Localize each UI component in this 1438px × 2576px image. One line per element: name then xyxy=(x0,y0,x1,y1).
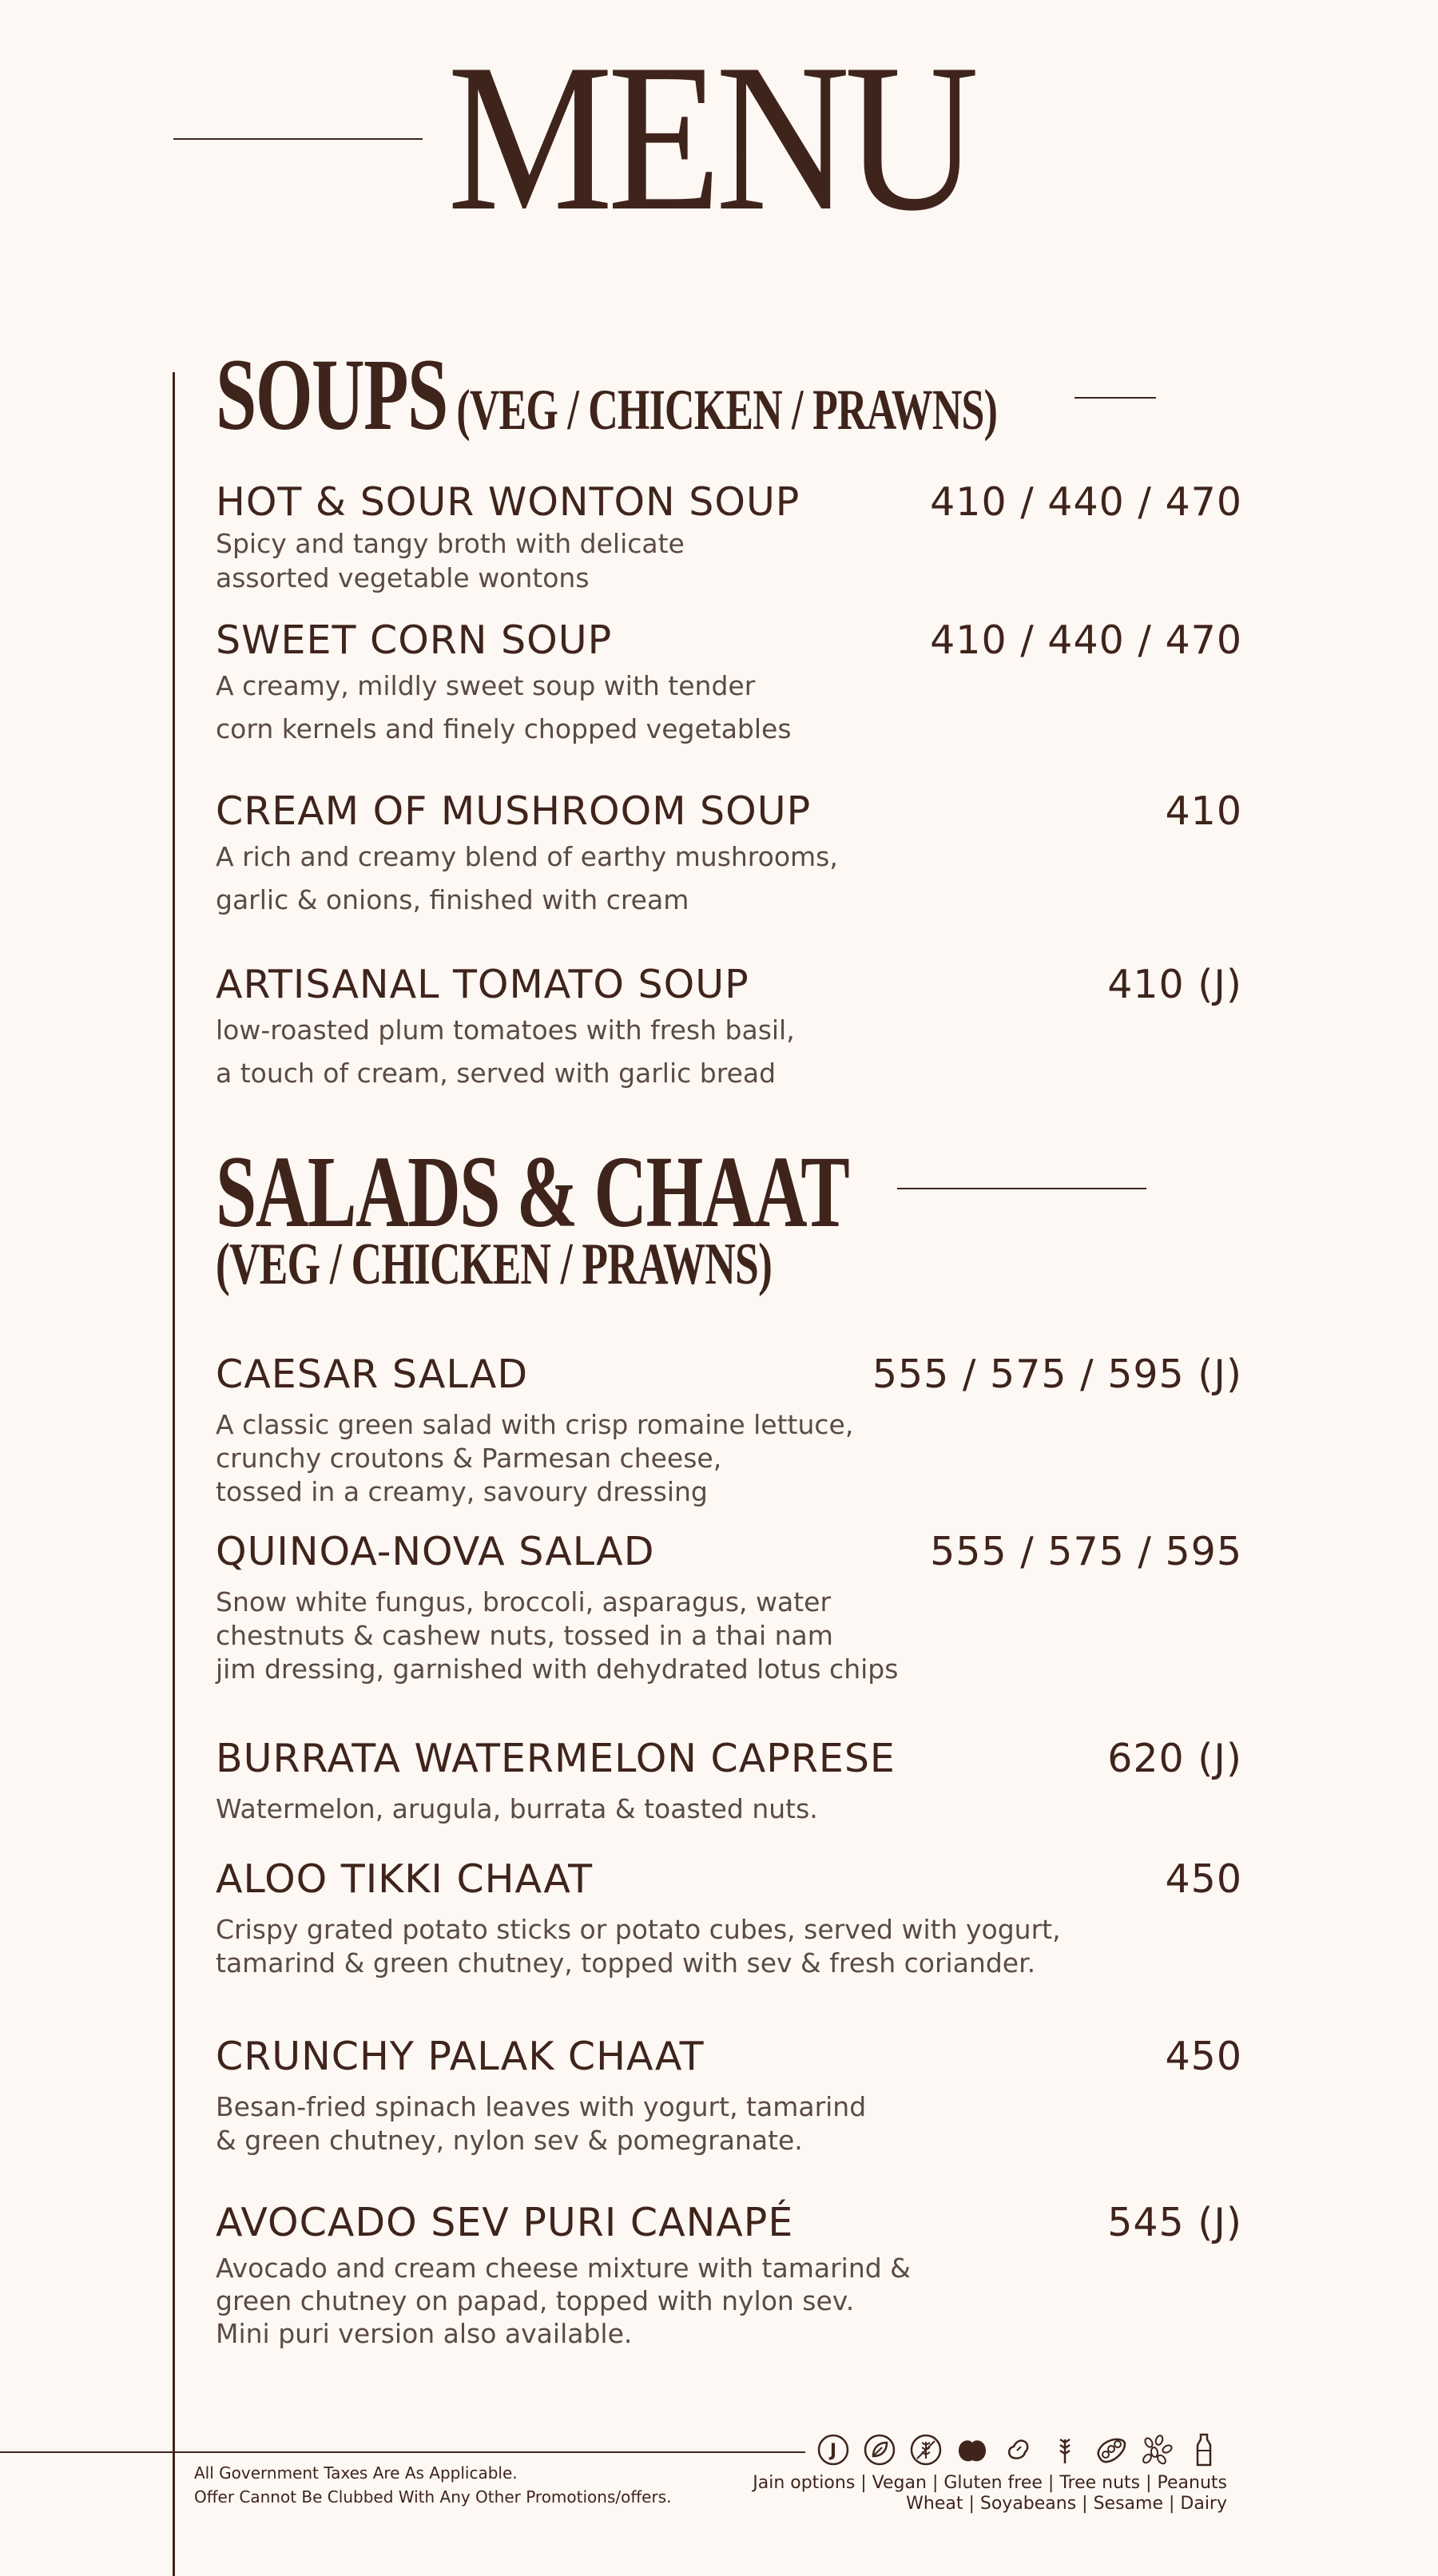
dairy-icon xyxy=(1186,2431,1222,2468)
item-price: 410 / 440 / 470 xyxy=(930,617,1242,663)
item-description: Watermelon, arugula, burrata & toasted nuts. xyxy=(216,1793,818,1824)
item-price: 410 (J) xyxy=(1107,962,1242,1007)
left-vertical-rule xyxy=(173,372,175,2576)
item-description: Spicy and tangy broth with delicate assorted vegetable wontons xyxy=(216,528,685,593)
item-price: 410 xyxy=(1165,788,1242,834)
salads-subtitle: (VEG / CHICKEN / PRAWNS) xyxy=(216,1232,773,1297)
soups-title: SOUPS xyxy=(216,338,447,451)
item-name: AVOCADO SEV PURI CANAPÉ xyxy=(216,2200,794,2245)
jain-icon xyxy=(815,2431,852,2468)
item-description: A classic green salad with crisp romaine lettuce, crunchy croutons & Parmesan cheese, tossed in a creamy, savoury dressing xyxy=(216,1409,854,1507)
wheat-icon xyxy=(1047,2431,1083,2468)
item-description: Snow white fungus, broccoli, asparagus, water chestnuts & cashew nuts, tossed in a thai nam jim dressing, garnished with dehydrated lotus chips xyxy=(216,1586,899,1685)
vegan-icon xyxy=(861,2431,898,2468)
item-price: 555 / 575 / 595 (J) xyxy=(872,1352,1242,1397)
item-name: ARTISANAL TOMATO SOUP xyxy=(216,962,749,1007)
allergen-legend-icons xyxy=(815,2431,1222,2468)
item-price: 555 / 575 / 595 xyxy=(930,1529,1242,1574)
title-rule xyxy=(173,138,423,140)
peanuts-icon xyxy=(1000,2431,1037,2468)
salads-title-rule xyxy=(897,1188,1146,1189)
soups-subtitle: (VEG / CHICKEN / PRAWNS) xyxy=(456,378,998,442)
item-name: HOT & SOUR WONTON SOUP xyxy=(216,479,800,525)
item-description: A rich and creamy blend of earthy mushrooms, garlic & onions, finished with cream xyxy=(216,841,838,915)
allergen-legend-text: Jain options | Vegan | Gluten free | Tree nuts | Peanuts Wheat | Soyabeans | Sesame | Dairy xyxy=(753,2473,1227,2514)
item-price: 410 / 440 / 470 xyxy=(930,479,1242,525)
salads-section-title: SALADS & CHAAT xyxy=(216,1135,849,1248)
item-description: A creamy, mildly sweet soup with tender corn kernels and finely chopped vegetables xyxy=(216,670,792,744)
item-description: low-roasted plum tomatoes with fresh basil, a touch of cream, served with garlic bread xyxy=(216,1014,795,1089)
footer-note: All Government Taxes Are As Applicable. Offer Cannot Be Clubbed With Any Other Promotions/offers. xyxy=(194,2463,672,2507)
footer-rule xyxy=(0,2451,805,2453)
item-description: Avocado and cream cheese mixture with tamarind & green chutney on papad, topped with nylon sev. Mini puri version also available. xyxy=(216,2253,911,2349)
item-name: QUINOA-NOVA SALAD xyxy=(216,1529,655,1574)
soyabeans-icon xyxy=(1093,2431,1130,2468)
item-description: Besan-fried spinach leaves with yogurt, tamarind & green chutney, nylon sev & pomegranate. xyxy=(216,2091,867,2156)
item-price: 450 xyxy=(1165,1856,1242,1902)
svg-text:J: J xyxy=(829,2441,837,2461)
gluten-free-icon xyxy=(908,2431,944,2468)
sesame-icon xyxy=(1139,2431,1176,2468)
item-name: ALOO TIKKI CHAAT xyxy=(216,1856,594,1902)
soups-title-rule xyxy=(1075,397,1156,399)
item-name: BURRATA WATERMELON CAPRESE xyxy=(216,1736,896,1781)
item-price: 450 xyxy=(1165,2034,1242,2079)
item-name: CAESAR SALAD xyxy=(216,1352,529,1397)
item-description: Crispy grated potato sticks or potato cubes, served with yogurt, tamarind & green chutney, topped with sev & fresh coriander. xyxy=(216,1914,1061,1979)
item-price: 620 (J) xyxy=(1107,1736,1242,1781)
item-name: SWEET CORN SOUP xyxy=(216,617,613,663)
item-name: CREAM OF MUSHROOM SOUP xyxy=(216,788,812,834)
menu-title: MENU xyxy=(447,21,974,255)
soups-section-title xyxy=(216,338,998,451)
item-price: 545 (J) xyxy=(1107,2200,1242,2245)
item-name: CRUNCHY PALAK CHAAT xyxy=(216,2034,705,2079)
tree-nuts-icon xyxy=(954,2431,991,2468)
